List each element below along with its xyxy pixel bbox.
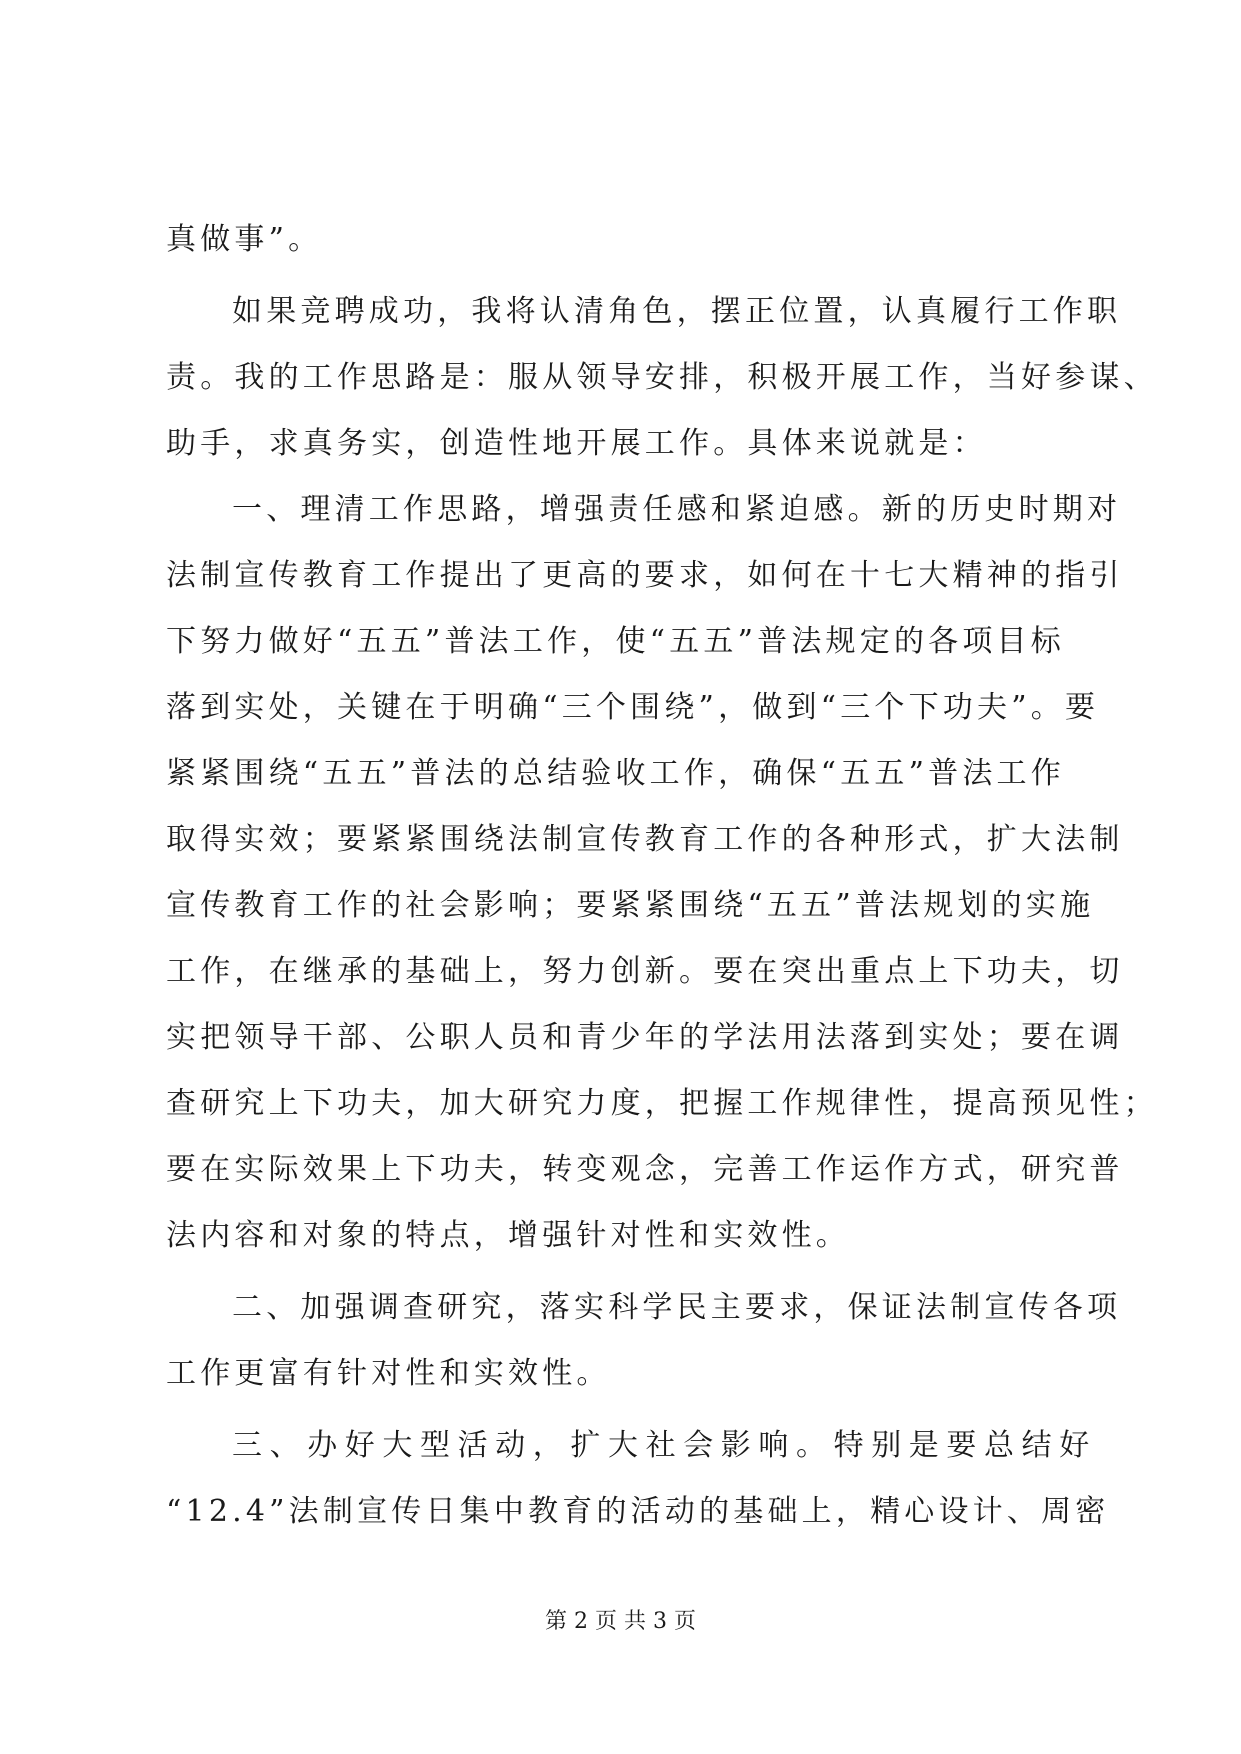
text-line: 二、加强调查研究，落实科学民主要求，保证法制宣传各项: [232, 1290, 1122, 1325]
text-line: 工作更富有针对性和实效性。: [166, 1356, 611, 1391]
text-line: 落到实处，关键在于明确“三个围绕”，做到“三个下功夫”。要: [166, 690, 1100, 725]
text-line: 如果竞聘成功，我将认清角色，摆正位置，认真履行工作职: [232, 294, 1122, 329]
text-line: 要在实际效果上下功夫，转变观念，完善工作运作方式，研究普: [166, 1152, 1124, 1187]
text-line: 三、办好大型活动，扩大社会影响。特别是要总结好: [232, 1428, 1097, 1463]
text-line: 实把领导干部、公职人员和青少年的学法用法落到实处；要在调: [166, 1020, 1124, 1055]
text-line: 法制宣传教育工作提出了更高的要求，如何在十七大精神的指引: [166, 558, 1124, 593]
text-line: 法内容和对象的特点，增强针对性和实效性。: [166, 1218, 850, 1253]
page-number-footer: 第 2 页 共 3 页: [545, 1609, 696, 1634]
text-line: 真做事”。: [166, 222, 323, 257]
text-line: 取得实效；要紧紧围绕法制宣传教育工作的各种形式，扩大法制: [166, 822, 1124, 857]
text-line: 查研究上下功夫，加大研究力度，把握工作规律性，提高预见性；: [166, 1086, 1158, 1121]
text-line: 工作，在继承的基础上，努力创新。要在突出重点上下功夫，切: [166, 954, 1124, 989]
text-line: 责。我的工作思路是：服从领导安排，积极开展工作，当好参谋、: [166, 360, 1158, 395]
text-line: 下努力做好“五五”普法工作，使“五五”普法规定的各项目标: [166, 624, 1065, 659]
text-line: 助手，求真务实，创造性地开展工作。具体来说就是：: [166, 426, 987, 461]
document-body: [166, 207, 1158, 1545]
text-line: 宣传教育工作的社会影响；要紧紧围绕“五五”普法规划的实施: [166, 888, 1095, 923]
text-line: 紧紧围绕“五五”普法的总结验收工作，确保“五五”普法工作: [166, 756, 1065, 791]
text-line: “12.4”法制宣传日集中教育的活动的基础上，精心设计、周密: [166, 1494, 1110, 1529]
text-line: 一、理清工作思路，增强责任感和紧迫感。新的历史时期对: [232, 492, 1122, 527]
